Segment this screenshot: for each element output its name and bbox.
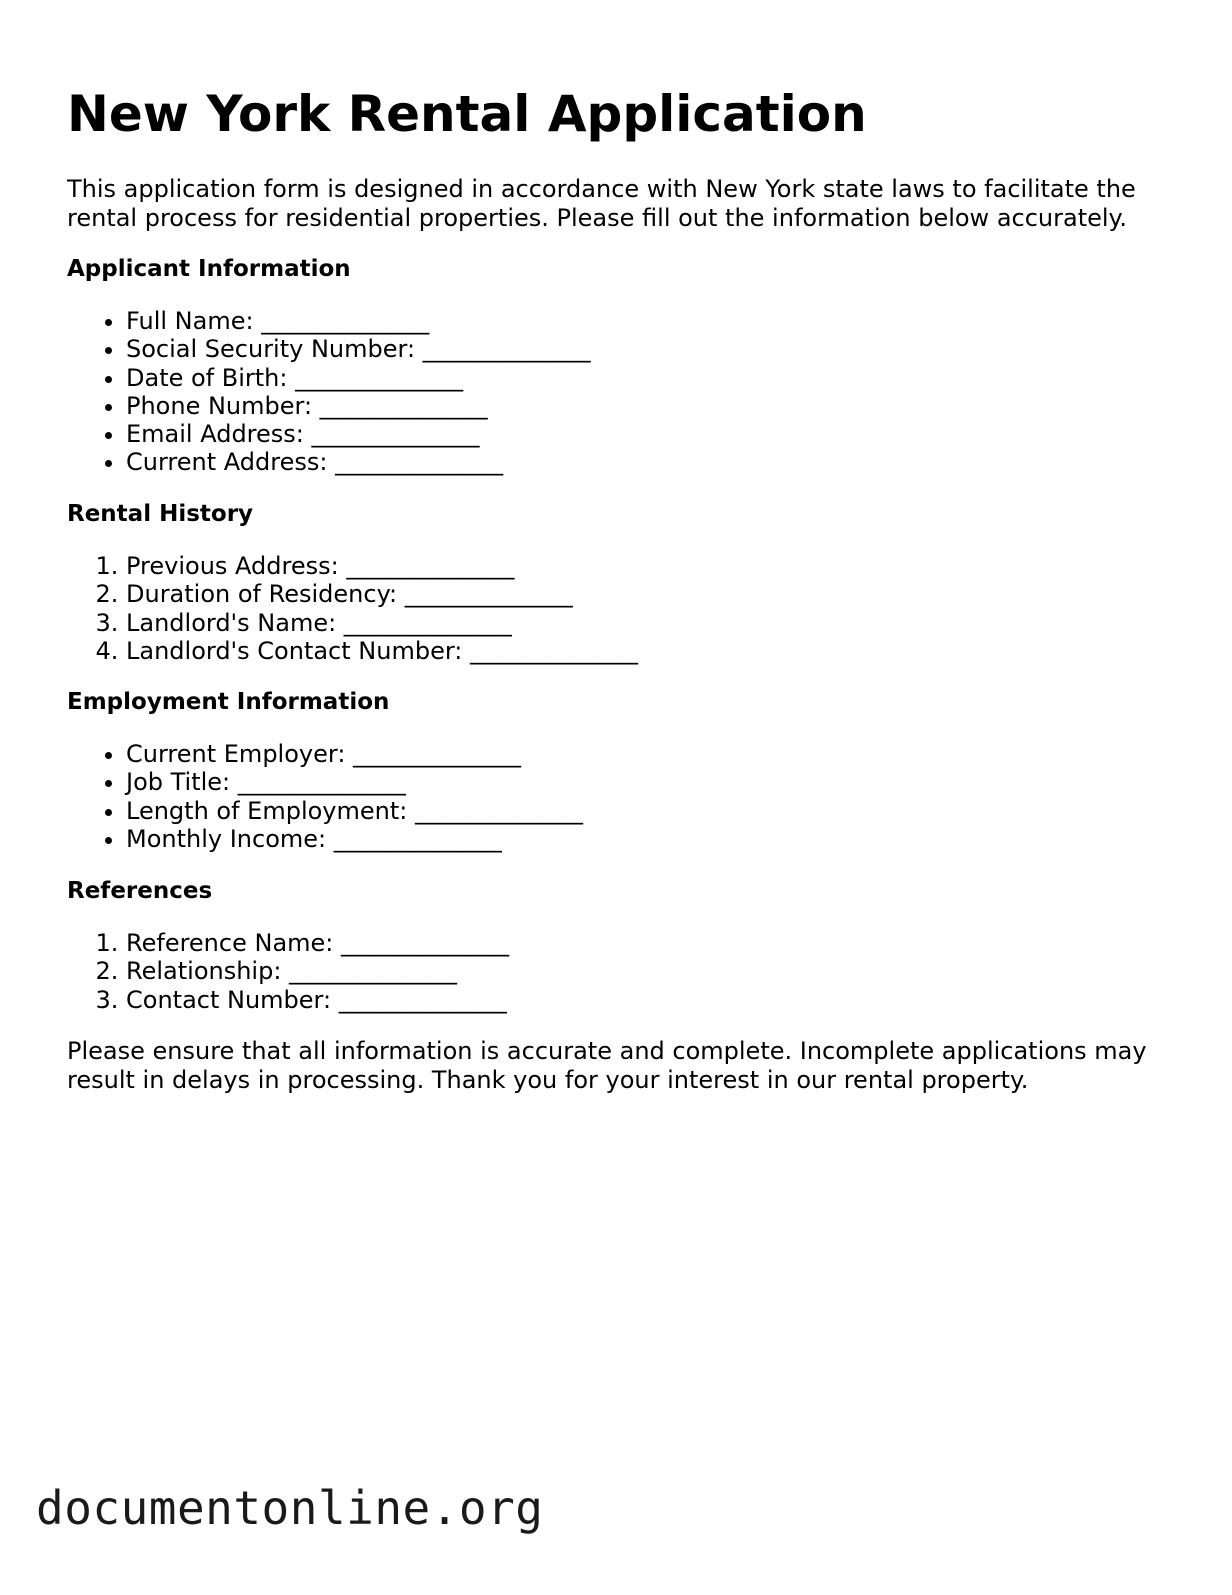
page-title: New York Rental Application (67, 85, 867, 143)
list-item: • Current Address: ______________ (126, 448, 591, 476)
list-item: • Phone Number: ______________ (126, 392, 591, 420)
list-item: • Monthly Income: ______________ (126, 825, 583, 853)
section-heading-applicant: Applicant Information (67, 256, 351, 282)
list-item: • Job Title: ______________ (126, 768, 583, 796)
list-item: • Length of Employment: ______________ (126, 797, 583, 825)
list-item: 3. Landlord's Name: ______________ (126, 609, 638, 637)
list-item: 3. Contact Number: ______________ (126, 986, 509, 1014)
employment-info-list (67, 740, 583, 853)
watermark-text: documentonline.org (36, 1481, 544, 1535)
applicant-info-list (67, 307, 591, 477)
closing-paragraph: Please ensure that all information is accurate and complete. Incomplete applications may result in delays in processing. Thank you for your interest in our rental property. (67, 1037, 1147, 1094)
rental-history-list (67, 552, 638, 665)
references-list (67, 929, 509, 1014)
list-item: 2. Relationship: ______________ (126, 957, 509, 985)
section-heading-employment: Employment Information (67, 689, 390, 715)
list-item: • Current Employer: ______________ (126, 740, 583, 768)
list-item: 1. Previous Address: ______________ (126, 552, 638, 580)
list-item: • Email Address: ______________ (126, 420, 591, 448)
list-item: 1. Reference Name: ______________ (126, 929, 509, 957)
list-item: • Social Security Number: ______________ (126, 335, 591, 363)
list-item: • Full Name: ______________ (126, 307, 591, 335)
list-item: • Date of Birth: ______________ (126, 364, 591, 392)
section-heading-references: References (67, 878, 213, 904)
list-item: 4. Landlord's Contact Number: ______________ (126, 637, 638, 665)
intro-paragraph: This application form is designed in accordance with New York state laws to facilitate the rental process for residential properties. Please fill out the information below accurately. (67, 175, 1136, 232)
list-item: 2. Duration of Residency: ______________ (126, 580, 638, 608)
section-heading-rental-history: Rental History (67, 501, 254, 527)
